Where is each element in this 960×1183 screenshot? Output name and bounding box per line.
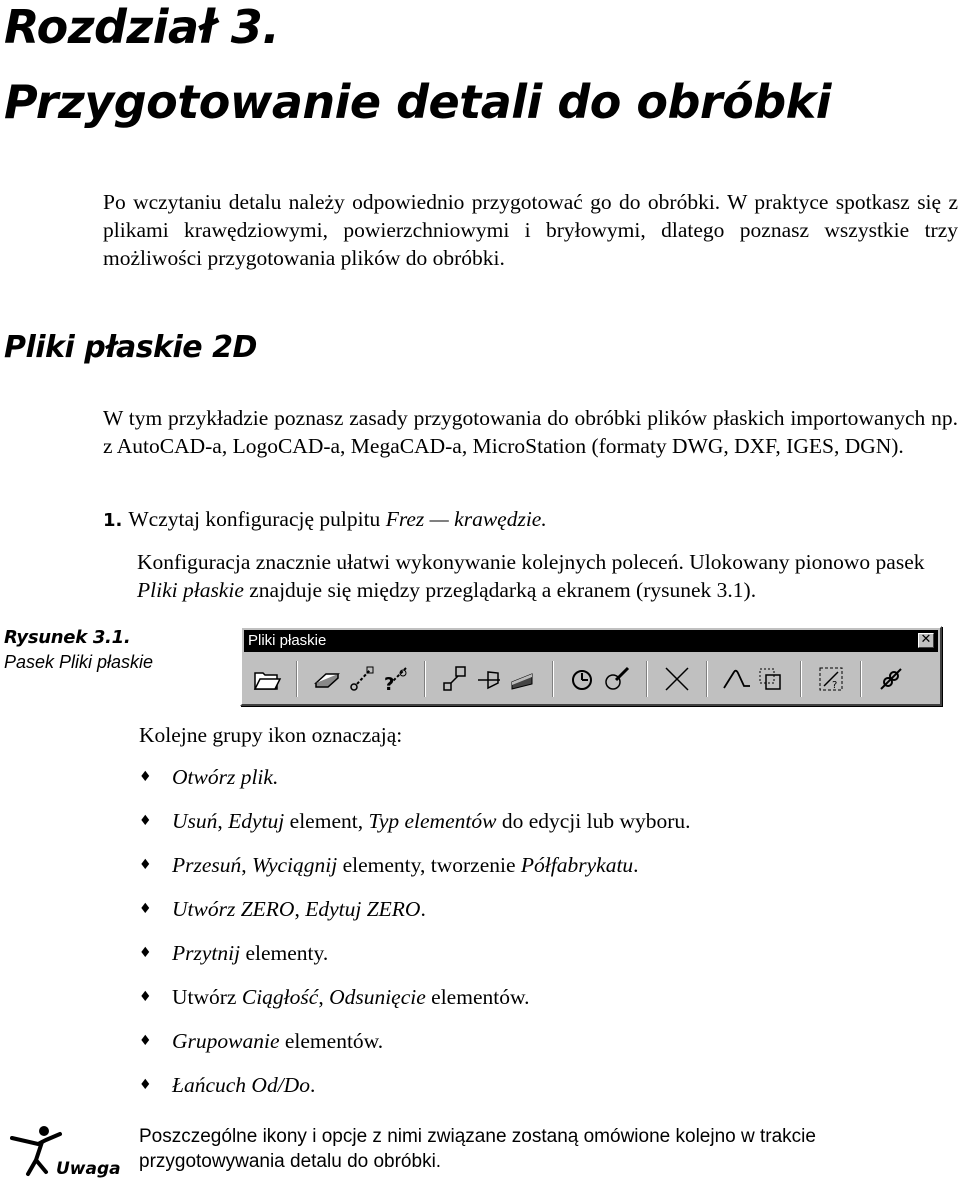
step-desc-part1: Konfiguracja znacznie ułatwi wykonywanie kolejnych poleceń. Ulokowany pionowo pasek: [137, 550, 925, 574]
toolbar-separator: [706, 661, 708, 697]
step-description: [137, 548, 957, 604]
figure-caption: [4, 626, 153, 674]
svg-text:?: ?: [832, 680, 838, 691]
list-item: ♦ Przesuń, Wyciągnij elementy, tworzenie Półfabrykatu.: [139, 851, 691, 895]
bullet-icon: ♦: [139, 813, 152, 829]
trim-icon[interactable]: [660, 662, 694, 696]
toolbar-separator: [424, 661, 426, 697]
open-folder-icon[interactable]: [250, 662, 284, 696]
note-figure-icon: [2, 1122, 121, 1180]
list-item: ♦ Usuń, Edytuj element, Typ elementów do edycji lub wyboru.: [139, 807, 691, 851]
list-item: ♦ Łańcuch Od/Do.: [139, 1071, 691, 1115]
bullet-icon: ♦: [139, 1033, 152, 1049]
step-italic: Frez — krawędzie.: [385, 507, 547, 531]
toolbar-separator: [800, 661, 802, 697]
step-desc-part2: znajduje się między przeglądarką a ekranem (rysunek 3.1).: [243, 578, 757, 602]
step-text: Wczytaj konfigurację pulpitu: [128, 507, 386, 531]
edit-element-icon[interactable]: [344, 662, 378, 696]
toolbar-icons: [250, 658, 932, 700]
step-1: [103, 505, 547, 535]
chain-icon[interactable]: [874, 662, 908, 696]
list-item: ♦ Utwórz Ciągłość, Odsunięcie elementów.: [139, 983, 691, 1027]
figure-caption-text: Pasek Pliki płaskie: [4, 652, 154, 672]
offset-icon[interactable]: [754, 662, 788, 696]
continuity-icon[interactable]: [720, 662, 754, 696]
list-intro: Kolejne grupy ikon oznaczają:: [139, 723, 403, 747]
close-icon[interactable]: ✕: [918, 633, 934, 648]
move-icon[interactable]: [438, 662, 472, 696]
note-text: Poszczególne ikony i opcje z nimi związane zostaną omówione kolejno w trakcie przygotowywania detalu do obróbki.: [139, 1126, 816, 1172]
icon-groups-list: [139, 763, 691, 1115]
toolbar-window: [240, 626, 942, 706]
chapter-title-line1: Rozdział 3.: [4, 0, 280, 54]
bullet-icon: ♦: [139, 989, 152, 1005]
toolbar-separator: [860, 661, 862, 697]
figure-label: Rysunek 3.1.: [4, 627, 131, 648]
element-type-icon[interactable]: [378, 662, 412, 696]
note-icon-label: Uwaga: [56, 1159, 121, 1179]
step-number: 1.: [103, 510, 123, 531]
toolbar-title: Pliki płaskie: [248, 632, 327, 649]
step-desc-italic: Pliki płaskie: [137, 578, 244, 602]
toolbar-separator: [296, 661, 298, 697]
toolbar-separator: [552, 661, 554, 697]
toolbar-separator: [646, 661, 648, 697]
svg-text:?: ?: [384, 674, 395, 695]
list-item: ♦ Grupowanie elementów.: [139, 1027, 691, 1071]
list-item: ♦ Utwórz ZERO, Edytuj ZERO.: [139, 895, 691, 939]
bullet-icon: ♦: [139, 1077, 152, 1093]
create-zero-icon[interactable]: [566, 662, 600, 696]
chapter-title-line2: Przygotowanie detali do obróbki: [4, 75, 831, 129]
edit-zero-icon[interactable]: [600, 662, 634, 696]
bullet-icon: ♦: [139, 901, 152, 917]
list-item: ♦ Otwórz plik.: [139, 763, 691, 807]
toolbar-titlebar[interactable]: [244, 630, 938, 652]
eraser-icon[interactable]: [310, 662, 344, 696]
section-paragraph: W tym przykładzie poznasz zasady przygotowania do obróbki plików płaskich importowanych np. z AutoCAD-a, LogoCAD-a, MegaCAD-a, MicroStation (formaty DWG, DXF, IGES, DGN).: [103, 406, 958, 458]
intro-paragraph: Po wczytaniu detalu należy odpowiednio przygotować go do obróbki. W praktyce spotkasz się z plikami krawędziowymi, powierzchniowymi i bryłowymi, dlatego poznasz wszystkie trzy możliwości przygotowania plików do obróbki.: [103, 190, 958, 270]
bullet-icon: ♦: [139, 945, 152, 961]
group-icon[interactable]: [814, 662, 848, 696]
stretch-icon[interactable]: [472, 662, 506, 696]
list-item: ♦ Przytnij elementy.: [139, 939, 691, 983]
semi-product-icon[interactable]: [506, 662, 540, 696]
bullet-icon: ♦: [139, 769, 152, 785]
section-heading: Pliki płaskie 2D: [4, 330, 257, 365]
bullet-icon: ♦: [139, 857, 152, 873]
